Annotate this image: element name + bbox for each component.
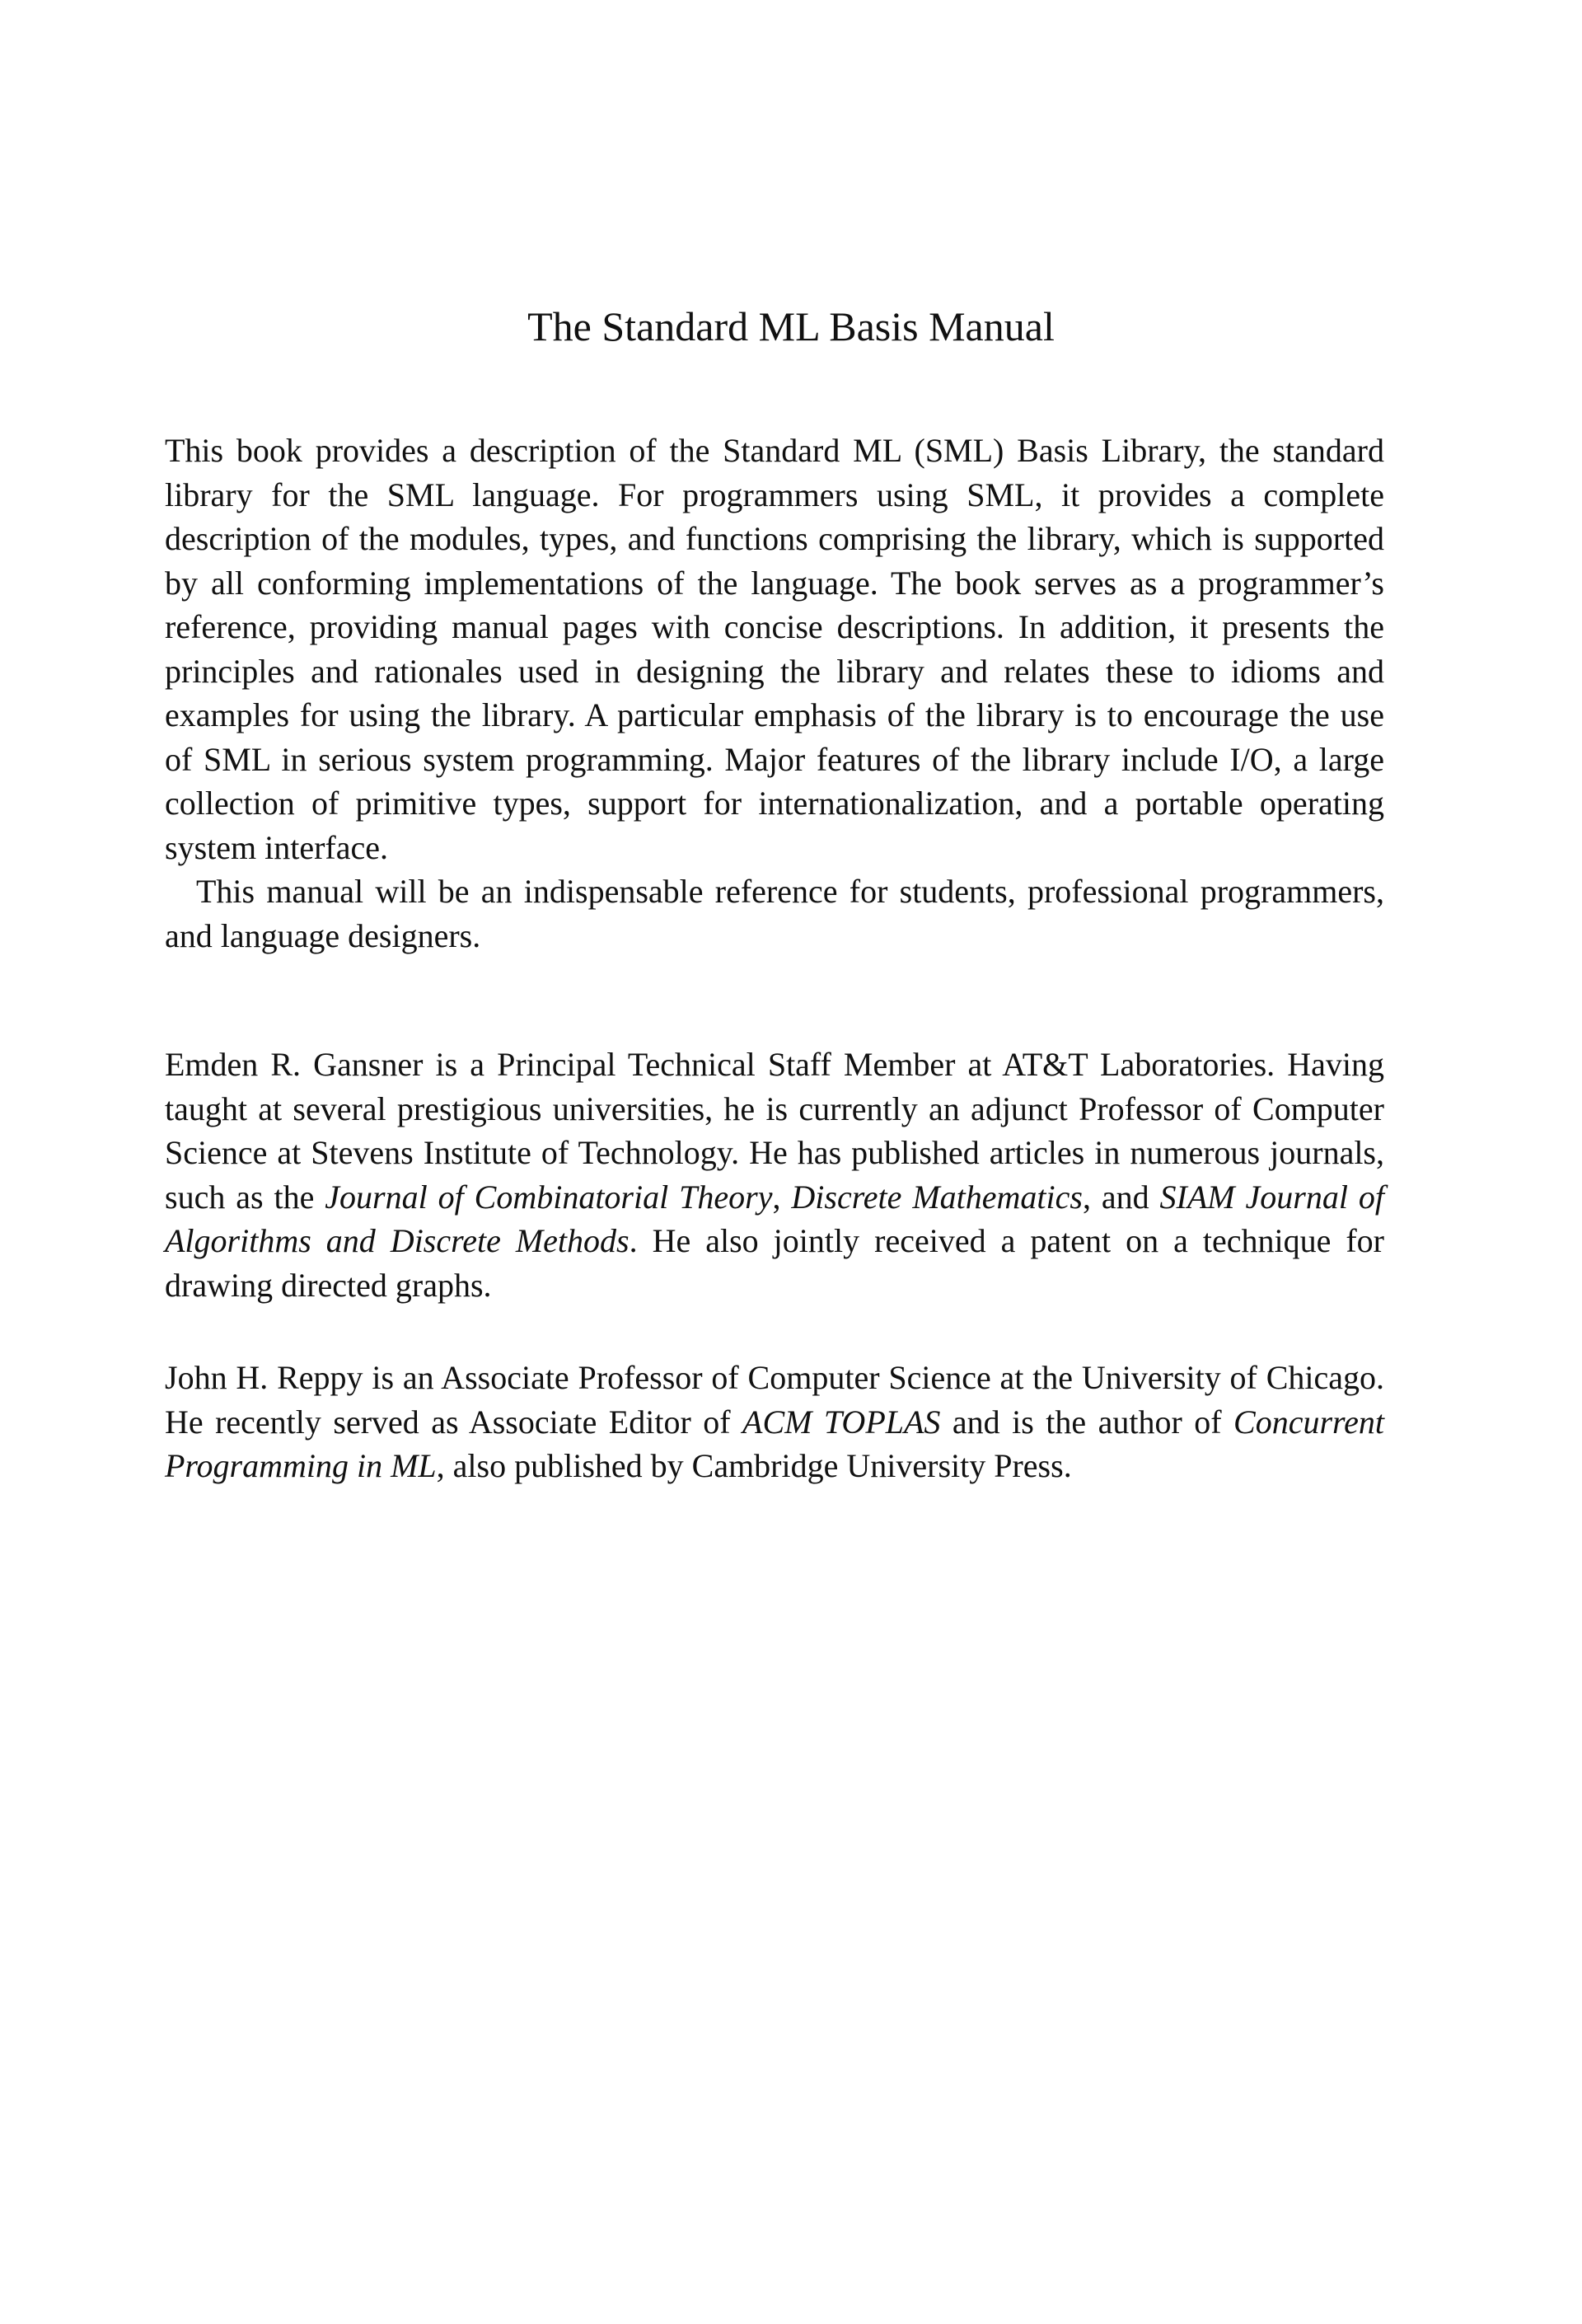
bio-text: . He also jointly received a patent on a technique for drawing directed graphs. xyxy=(165,1222,1384,1304)
author-bio-gansner xyxy=(165,1043,1384,1307)
bio-text: , and xyxy=(1082,1178,1160,1216)
description-paragraph: This manual will be an indispensable reference for students, professional programmers, and language designers. xyxy=(165,873,1384,954)
journal-title: Journal of Combinatorial Theory xyxy=(325,1178,773,1216)
book-description xyxy=(165,429,1384,958)
author-bio-paragraph xyxy=(165,1356,1384,1488)
journal-title: SIAM Journal of Algorithms and Discrete Methods xyxy=(165,1178,1384,1259)
bio-text: Emden R. Gansner is a Principal Technical Staff Member at AT&T Laboratories. Having taught at several prestigious universities, he is currently an adjunct Professor of Computer Science at Stevens Institute of Technology. He has published articles in numerous journals, such as the xyxy=(165,1046,1384,1216)
bio-text: , xyxy=(772,1178,792,1216)
author-bio-paragraph xyxy=(165,1043,1384,1307)
bio-text: and is the author of xyxy=(940,1403,1234,1441)
journal-title: Discrete Mathematics xyxy=(791,1178,1083,1216)
bio-text: John H. Reppy is an Associate Professor of Computer Science at the University of Chicago. He recently served as Associate Editor of xyxy=(165,1359,1384,1441)
author-bio-reppy xyxy=(165,1356,1384,1488)
bio-text: , also published by Cambridge University Press. xyxy=(436,1447,1072,1484)
description-paragraph: This book provides a description of the Standard ML (SML) Basis Library, the standard library for the SML language. For programmers using SML, it provides a complete description of the modules, types, and functions comprising the library, which is supported by all conforming implementations of the language. The book serves as a programmer’s reference, providing manual pages with concise descriptions. In addition, it presents the principles and rationales used in designing the library and relates these to idioms and examples for using the library. A particular emphasis of the library is to encourage the use of SML in serious system programming. Major features of the library include I/O, a large collection of primitive types, support for internationalization, and a portable operating system interface. xyxy=(165,432,1384,866)
page-title: The Standard ML Basis Manual xyxy=(527,303,1055,349)
book-title: Concurrent Programming in ML xyxy=(165,1403,1384,1484)
journal-title: ACM TOPLAS xyxy=(742,1403,941,1441)
